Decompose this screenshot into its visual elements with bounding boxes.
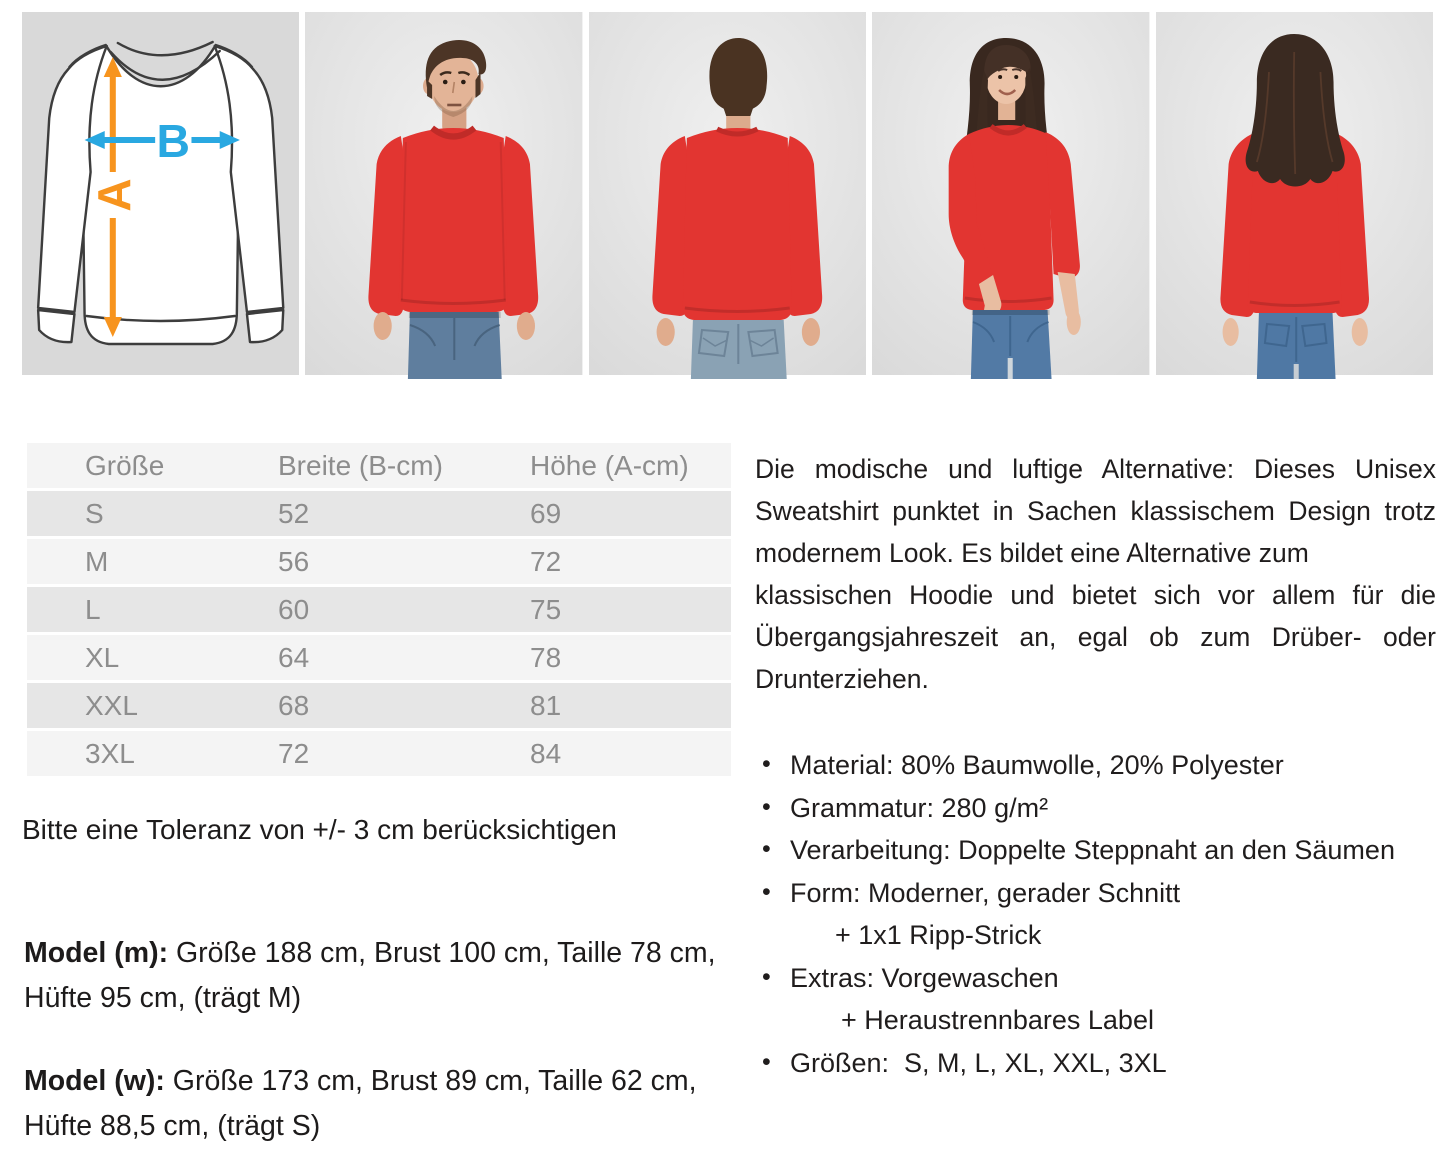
size-table-header-hoehe: Höhe (A-cm) [530, 449, 689, 481]
size-cell: 3XL [85, 737, 135, 769]
size-table-row-m [27, 539, 731, 584]
size-table-header-row [27, 443, 731, 488]
breite-cell: 60 [278, 593, 310, 625]
width-arrow-label: B [156, 115, 191, 167]
feature-item-verarbeitung [757, 829, 1445, 872]
size-cell: L [85, 593, 101, 625]
model-w-label: Model (w): [24, 1064, 165, 1097]
bullet-icon: • [762, 750, 771, 778]
size-diagram [22, 12, 299, 379]
tolerance-note: Bitte eine Toleranz von +/- 3 cm berücksichtigen [22, 814, 617, 845]
model-m-measurements: Größe 188 cm, Brust 100 cm, Taille 78 cm, Hüfte 95 cm, (trägt M) [24, 936, 716, 1014]
breite-cell: 52 [278, 497, 310, 529]
feature-item-form [757, 872, 1445, 915]
height-arrow-label: A [87, 178, 140, 212]
hoehe-cell: 69 [530, 497, 562, 529]
feature-text: Extras: Vorgewaschen [790, 962, 1059, 993]
feature-item-groessen [757, 1042, 1445, 1085]
size-table-header-breite: Breite (B-cm) [278, 449, 443, 481]
description-line: modernem Look. Es bildet eine Alternative zum [755, 538, 1309, 568]
sweatshirt-outline-icon [38, 42, 283, 344]
feature-text: Grammatur: 280 g/m² [790, 792, 1049, 823]
size-table-row-xl [27, 635, 731, 680]
size-table-row-l [27, 587, 731, 632]
size-cell: XL [85, 641, 120, 673]
size-table-row-s [27, 491, 731, 536]
feature-text: Material: 80% Baumwolle, 20% Polyester [790, 750, 1284, 780]
feature-text: Verarbeitung: Doppelte Steppnaht an den Säumen [790, 835, 1395, 865]
hoehe-cell: 84 [530, 737, 562, 769]
hoehe-cell: 78 [530, 641, 562, 673]
description-line: Übergangsjahreszeit an, egal ob zum Drüber- oder [755, 622, 1436, 652]
feature-item-ripp-strick [757, 914, 1445, 957]
breite-cell: 56 [278, 545, 310, 577]
feature-item-material [757, 744, 1445, 787]
model-m-label: Model (m): [24, 936, 169, 969]
model-w-measurements: Größe 173 cm, Brust 89 cm, Taille 62 cm, Hüfte 88,5 cm, (trägt S) [24, 1064, 697, 1142]
model-w-info [24, 1059, 724, 1149]
bullet-icon: • [762, 877, 771, 906]
breite-cell: 72 [278, 737, 310, 769]
model-m-info [24, 931, 724, 1021]
product-description [755, 448, 1436, 700]
size-table-row-3xl [27, 731, 731, 776]
description-line: Sweatshirt punktet in Sachen klassischem Design trotz [755, 496, 1436, 526]
size-cell: S [85, 497, 104, 529]
bullet-icon: • [762, 835, 771, 863]
photo-woman-back [1156, 12, 1433, 379]
size-table-header-groesse: Größe [85, 449, 165, 481]
size-cell: XXL [85, 689, 138, 721]
product-image-strip [22, 12, 1433, 379]
description-line: Die modische und luftige Alternative: Dieses Unisex [755, 454, 1436, 484]
breite-cell: 64 [278, 641, 310, 673]
bullet-icon: • [762, 962, 771, 991]
bullet-icon: • [762, 1047, 771, 1076]
hoehe-cell: 81 [530, 689, 562, 721]
feature-text: + Heraustrennbares Label [841, 1005, 1154, 1035]
photo-woman-front [872, 12, 1149, 379]
feature-text: + 1x1 Ripp-Strick [835, 920, 1042, 950]
product-features-list [757, 744, 1445, 1084]
breite-cell: 68 [278, 689, 310, 721]
feature-item-grammatur [757, 787, 1445, 830]
feature-text: Form: Moderner, gerader Schnitt [790, 877, 1181, 908]
feature-item-extras [757, 957, 1445, 1000]
feature-text: Größen: S, M, L, XL, XXL, 3XL [790, 1047, 1167, 1078]
bullet-icon: • [762, 792, 771, 821]
size-table-row-xxl [27, 683, 731, 728]
hoehe-cell: 72 [530, 545, 562, 577]
size-cell: M [85, 545, 109, 577]
description-line: klassischen Hoodie und bietet sich vor allem für die [755, 580, 1436, 610]
feature-item-label [757, 999, 1445, 1042]
photo-man-front [305, 12, 582, 379]
photo-man-back [589, 12, 866, 379]
hoehe-cell: 75 [530, 593, 562, 625]
description-line: Drunterziehen. [755, 664, 929, 694]
size-table [27, 443, 731, 779]
